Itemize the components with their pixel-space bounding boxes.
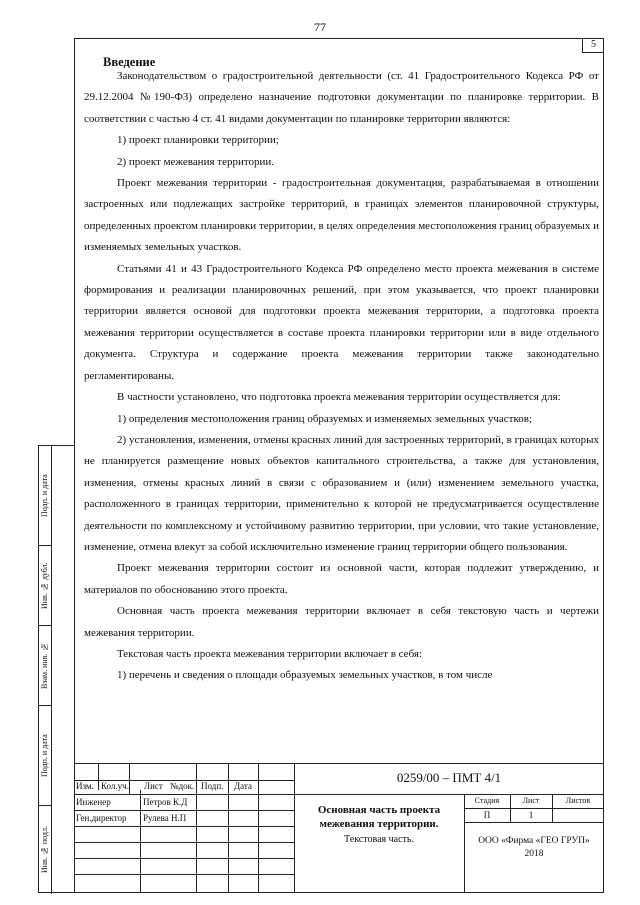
row-name: Петров К.Д	[143, 797, 188, 807]
company-name: ООО «Фирма «ГЕО ГРУП»	[478, 836, 590, 846]
side-cell	[39, 806, 52, 894]
side-cell	[39, 446, 52, 546]
sheet-label: Лист	[522, 796, 540, 805]
row-name: Рулева Н.П	[143, 813, 187, 823]
sheet-number: 5	[582, 38, 604, 53]
paragraph: Основная часть проекта межевания территории включает в себя текстовую часть и чертежи межевания территории.	[84, 605, 599, 639]
side-label: Подп. и дата	[40, 474, 49, 518]
document-title-line2: межевания территории.	[319, 818, 439, 830]
side-cell	[39, 626, 52, 706]
col-izm: Изм.	[76, 781, 94, 791]
stage-label: Стадия	[474, 796, 500, 805]
list-item: 1) перечень и сведения о площади образуемых земельных участков, в том числе	[117, 669, 493, 682]
paragraph: Текстовая часть проекта межевания территории включает в себя:	[117, 647, 423, 660]
paragraph: Проект межевания территории состоит из основной части, которая подлежит утверждению, и материалов по обоснованию этого проекта.	[84, 562, 599, 596]
body-text	[84, 66, 599, 687]
list-item: 2) проект межевания территории.	[117, 155, 275, 168]
company-year: 2018	[524, 849, 544, 859]
paragraph: Проект межевания территории - градостроительная документация, разрабатываемая в отношении застроенных или подлежащих застройке территорий, в границах элементов планировочной структуры, определенных проектом планировки территории, в целях определения местоположения границ образуемых и изменяемых земельных участков.	[84, 177, 599, 254]
paragraph: В частности установлено, что подготовка проекта межевания территории осуществляется для:	[117, 391, 561, 404]
side-label: Взам. инв. №	[40, 642, 49, 690]
col-podp: Подп.	[201, 781, 224, 791]
side-label: Инв. № дубл.	[40, 562, 49, 610]
stage-value: П	[483, 810, 491, 820]
sheet-value: 1	[528, 810, 534, 820]
list-item: 2) установления, изменения, отмены красных линий для застроенных территорий, в границах которых не планируется размещение новых объектов капитального строительства, а также для установления, изменения, отмены красных линий в связи с образованием и (или) изменением земельного участка, расположенного в границах территории, применительно к которой не предусматривается осуществление деятельности по комплексному и устойчивому развитию территории, при условии, что такие установление, изменение, отмена влекут за собой исключительно изменение границ территории общего пользования.	[84, 433, 599, 553]
col-ndok: №док.	[170, 781, 195, 791]
section-heading: Введение	[103, 55, 156, 69]
side-stamp	[38, 445, 74, 893]
side-label: Подп. и дата	[40, 734, 49, 778]
document-subtitle: Текстовая часть.	[344, 834, 414, 845]
side-cell	[39, 546, 52, 626]
page-number: 77	[314, 20, 326, 34]
title-block	[74, 763, 604, 893]
paragraph: Законодательством о градостроительной деятельности (ст. 41 Градостроительного Кодекса РФ от 29.12.2004 №190-ФЗ) определено назначение подготовки документации по планировке территории. В соответствии с частью 4 ст. 41 видами документации по планировке территории являются:	[84, 70, 599, 125]
row-role: Инженер	[76, 797, 111, 807]
list-item: 1) определения местоположения границ образуемых и изменяемых земельных участков;	[117, 412, 532, 425]
document-code: 0259/00 – ПМТ 4/1	[396, 770, 502, 785]
col-kol: Кол.уч.	[101, 781, 129, 791]
document-title-line1: Основная часть проекта	[317, 804, 441, 816]
side-cell	[39, 706, 52, 806]
row-role: Ген.директор	[76, 813, 127, 823]
side-label: Инв. № подл.	[40, 826, 49, 874]
col-list: Лист	[144, 781, 163, 791]
col-data: Дата	[234, 781, 252, 791]
sheets-label: Листов	[565, 796, 591, 805]
list-item: 1) проект планировки территории;	[117, 134, 279, 147]
paragraph: Статьями 41 и 43 Градостроительного Кодекса РФ определено место проекта межевания в системе формирования и реализации планировочных решений, при этом указывается, что проект планировки территории является основой для подготовки проекта межевания территории, а подготовка проекта межевания территории осуществляется в составе проекта планировки территории или в виде отдельного документа. Структура и содержание проекта межевания территории также законодательно регламентированы.	[84, 262, 599, 382]
